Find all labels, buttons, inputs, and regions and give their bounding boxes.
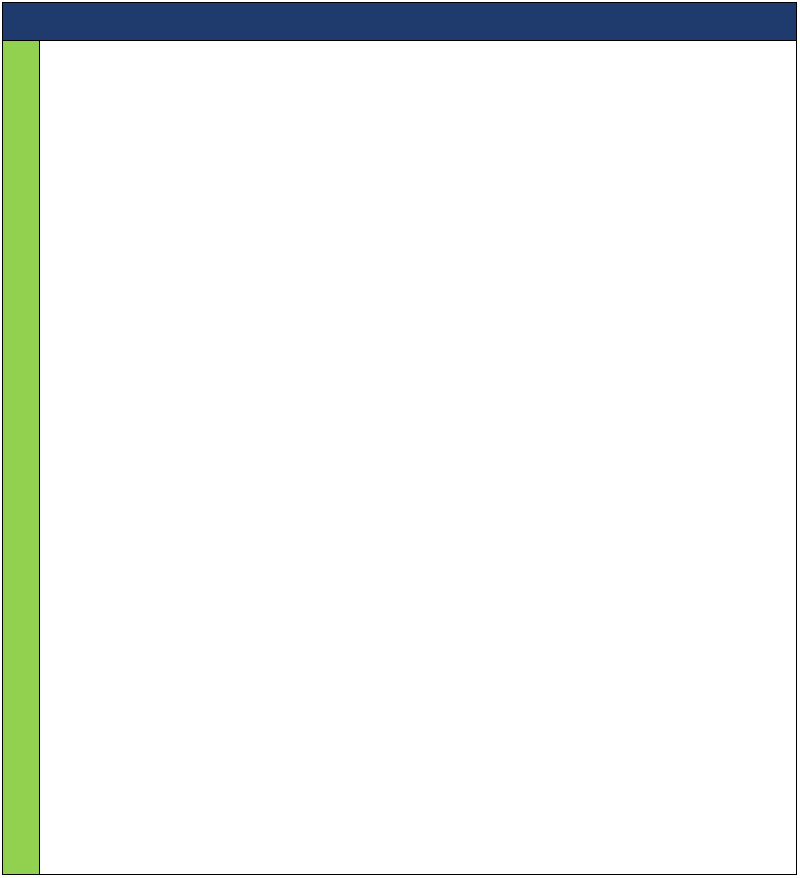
page-title	[3, 3, 796, 41]
conditions-grid	[40, 41, 796, 874]
side-category-label	[3, 41, 40, 874]
recruitment-table	[2, 2, 797, 875]
